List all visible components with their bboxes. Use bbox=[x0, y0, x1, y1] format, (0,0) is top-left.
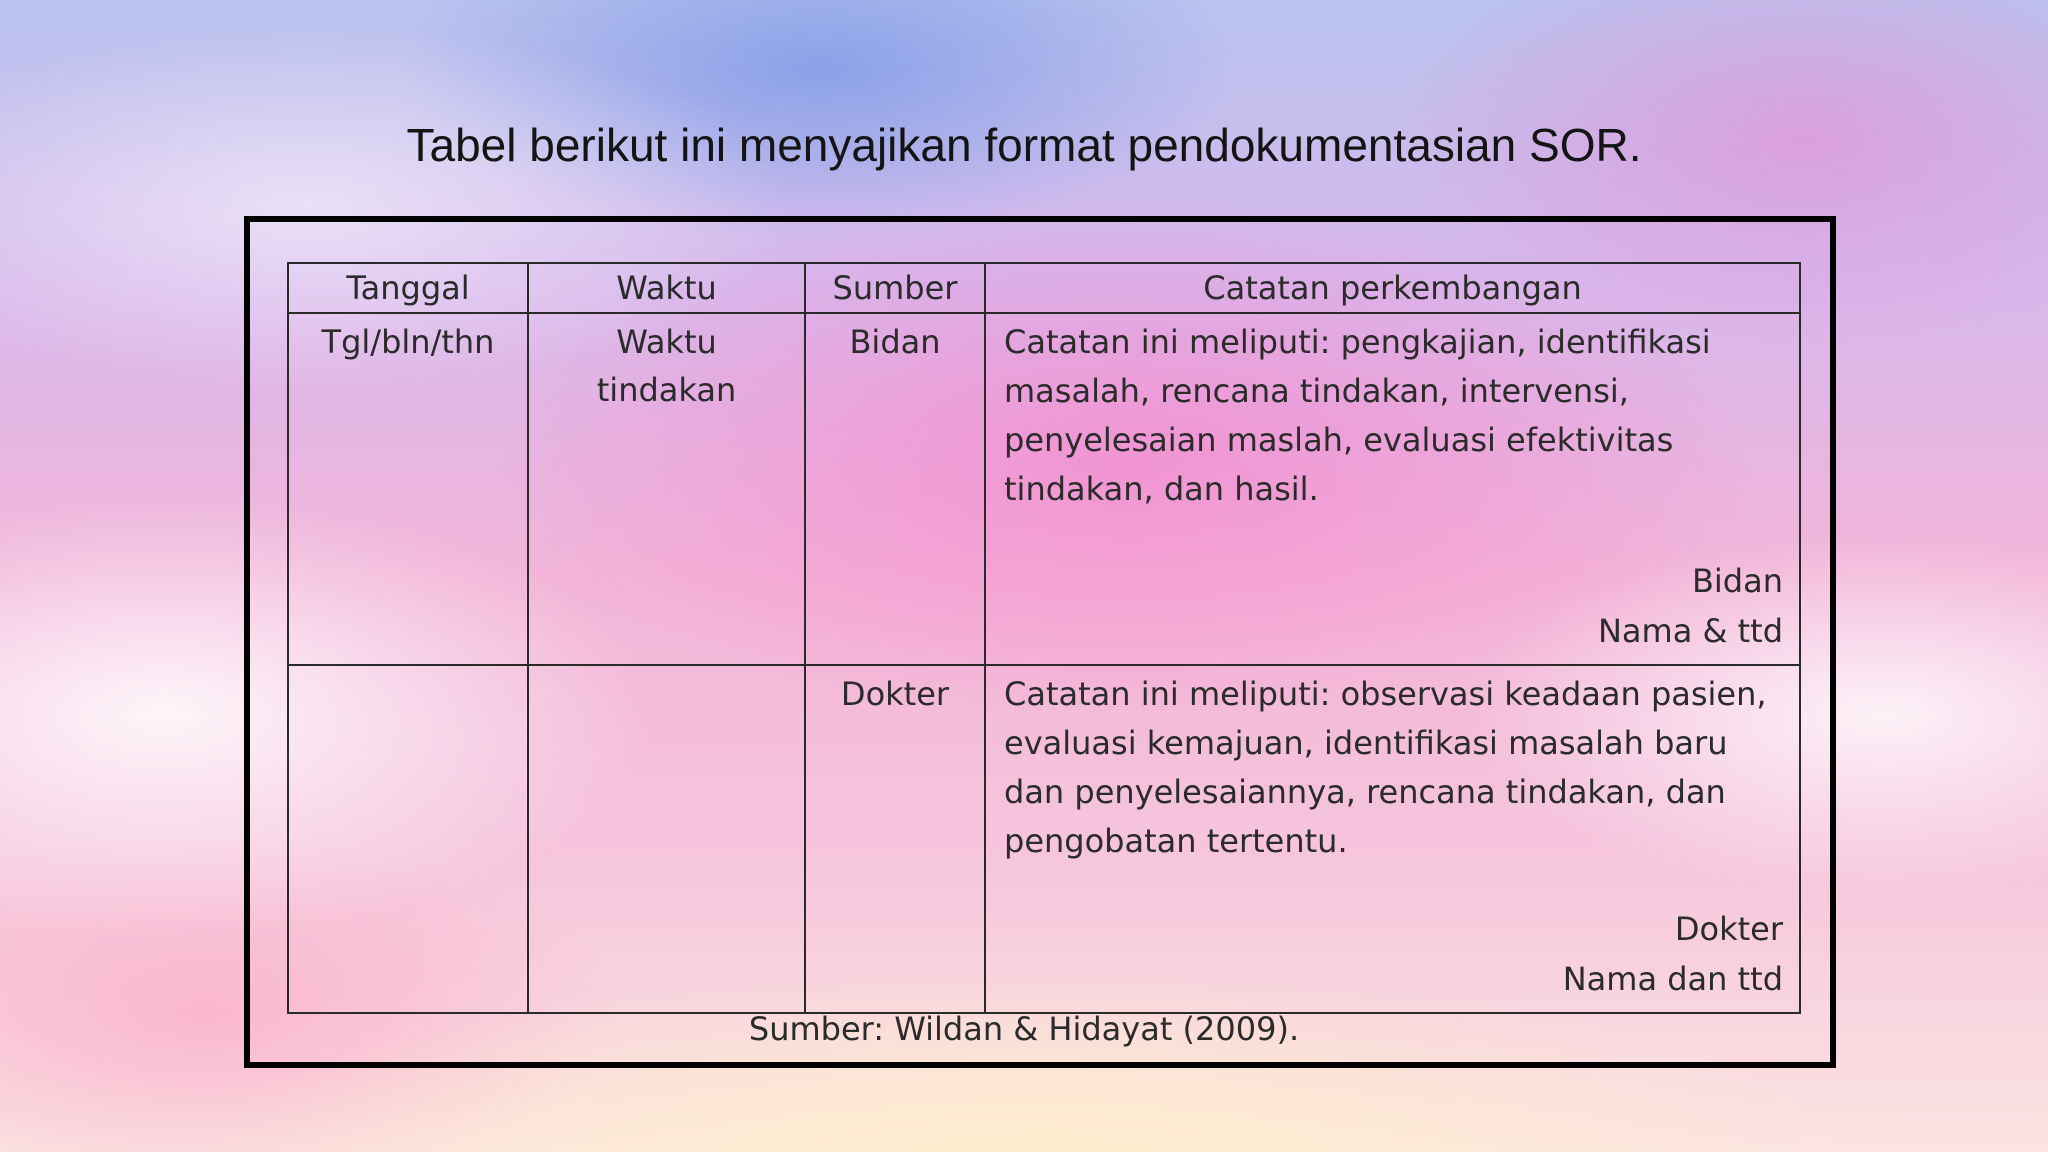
cell-sumber: Dokter bbox=[805, 665, 985, 1013]
cell-sumber: Bidan bbox=[805, 313, 985, 665]
cell-waktu: Waktu tindakan bbox=[528, 313, 805, 665]
signature-block bbox=[1598, 556, 1783, 656]
catatan-text: Catatan ini meliputi: pengkajian, identifikasi masalah, rencana tindakan, intervensi, penyelesaian maslah, evaluasi efektivitas tindakan, dan hasil. bbox=[1004, 323, 1711, 508]
sor-format-table bbox=[287, 262, 1801, 1014]
cell-waktu bbox=[528, 665, 805, 1013]
cell-tanggal: Tgl/bln/thn bbox=[288, 313, 528, 665]
slide-title: Tabel berikut ini menyajikan format pendokumentasian SOR. bbox=[406, 119, 1642, 171]
signature-block bbox=[1563, 904, 1783, 1004]
header-tanggal: Tanggal bbox=[288, 263, 528, 313]
signature-role: Bidan bbox=[1691, 562, 1783, 600]
table-header-row bbox=[288, 263, 1800, 313]
signature-name: Nama & ttd bbox=[1597, 612, 1783, 650]
signature-role: Dokter bbox=[1674, 910, 1783, 948]
table-row bbox=[288, 665, 1800, 1013]
cell-tanggal bbox=[288, 665, 528, 1013]
header-sumber: Sumber bbox=[805, 263, 985, 313]
header-waktu: Waktu bbox=[528, 263, 805, 313]
table-row bbox=[288, 313, 1800, 665]
header-catatan: Catatan perkembangan bbox=[985, 263, 1800, 313]
signature-name: Nama dan ttd bbox=[1562, 960, 1783, 998]
cell-catatan bbox=[985, 665, 1800, 1013]
catatan-text: Catatan ini meliputi: observasi keadaan pasien, evaluasi kemajuan, identifikasi masalah baru dan penyelesaiannya, rencana tindakan, dan pengobatan tertentu. bbox=[1004, 675, 1767, 860]
cell-catatan bbox=[985, 313, 1800, 665]
source-citation: Sumber: Wildan & Hidayat (2009). bbox=[748, 1010, 1300, 1048]
